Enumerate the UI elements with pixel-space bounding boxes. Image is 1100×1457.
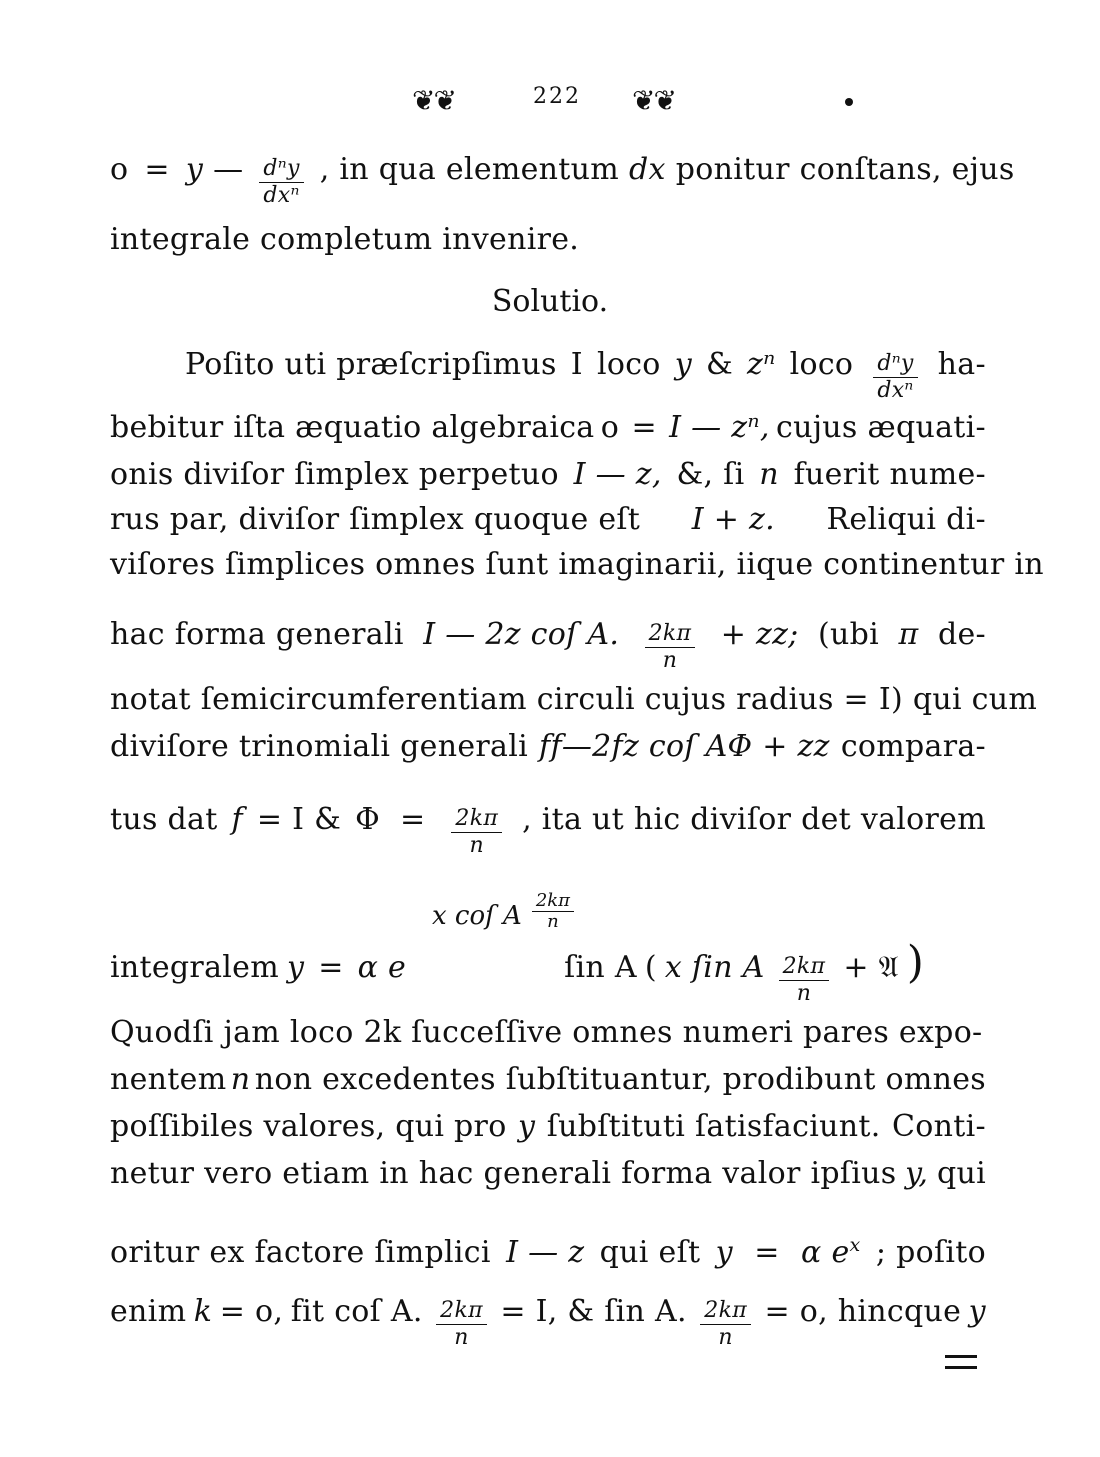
- line-text: integrale completum invenire.: [110, 222, 580, 257]
- fraction-numerator: 2kπ: [700, 1298, 751, 1325]
- variable-dx: dx: [629, 152, 666, 187]
- text-line: [110, 937, 986, 1011]
- line-text: viſores ſimplices omnes ſunt imaginarii, iique continentur in: [110, 547, 1044, 582]
- line-text: non excedentes ſubſtituantur, prodibunt omnes: [254, 1062, 986, 1097]
- text-line: [110, 1225, 986, 1273]
- line-text: ponitur conſtans, ejus: [675, 152, 1015, 187]
- fraction-numerator: 2kπ: [779, 954, 830, 981]
- numeral-one: I: [570, 347, 583, 382]
- phi-symbol: Φ: [355, 802, 381, 837]
- line-text: oritur ex factore ſimplici: [110, 1235, 491, 1270]
- text-line: [110, 680, 1038, 720]
- math-expression: ff—2fz coſ AΦ + zz: [539, 729, 830, 764]
- fraction-numerator: 2kπ: [532, 891, 574, 912]
- text-line: [110, 1154, 986, 1194]
- text-line: [110, 455, 986, 495]
- line-text: loco: [789, 347, 854, 382]
- math-expression: I — 2z coſ A.: [423, 617, 620, 652]
- line-text: , in qua elementum: [319, 152, 620, 187]
- line-text: enim: [110, 1294, 187, 1329]
- ink-dot: [845, 98, 853, 106]
- exponent-text: x coſ A: [432, 900, 522, 931]
- ampersand: &: [705, 347, 733, 382]
- line-text: fit coſ A.: [290, 1294, 423, 1329]
- variable-y: y: [518, 1109, 536, 1144]
- catchword-equals-sign: [945, 1355, 977, 1377]
- fraction-denominator: dxⁿ: [263, 183, 300, 208]
- line-text: (ubi: [818, 617, 880, 652]
- fraction-numerator: dⁿy: [873, 351, 917, 378]
- text-line: [110, 1013, 986, 1053]
- text-line: [110, 615, 986, 678]
- fraction-numerator: 2kπ: [645, 621, 696, 648]
- variable-y: y,: [905, 1156, 929, 1191]
- line-text: fuerit nume-: [793, 457, 986, 492]
- line-text: qui eſt: [599, 1235, 701, 1270]
- line-text: ; poſito: [875, 1235, 986, 1270]
- paren-open: (: [644, 950, 657, 985]
- angle-fraction: [451, 806, 502, 859]
- line-text: Poſito uti præſcripſimus: [185, 347, 557, 382]
- fraction-denominator: n: [718, 1325, 733, 1350]
- variable-f: f: [231, 802, 243, 837]
- math-expression: = I, & ſin A.: [500, 1294, 687, 1329]
- line-text: poſſibiles valores, qui pro: [110, 1109, 507, 1144]
- fraction-denominator: n: [662, 648, 678, 673]
- line-text: Quodſi jam loco 2k ſucceſſive omnes numeri pares expo-: [110, 1015, 983, 1050]
- section-heading: Solutio.: [491, 284, 609, 319]
- math-expression: I — z: [506, 1235, 585, 1270]
- variable-n: n: [759, 457, 779, 492]
- fraction-denominator: n: [547, 911, 559, 932]
- text-line: [110, 1292, 986, 1355]
- alpha-e-term: α e: [357, 950, 407, 985]
- equals-sign: =: [400, 802, 426, 837]
- line-text: qui: [936, 1156, 986, 1191]
- text-line: [110, 408, 986, 448]
- angle-fraction: [436, 1298, 487, 1351]
- line-text: Reliqui di-: [826, 502, 986, 537]
- variable-y: y: [674, 347, 692, 382]
- running-header: [0, 78, 1100, 118]
- text-line: [110, 1107, 986, 1147]
- fraction-numerator: dⁿy: [259, 156, 303, 183]
- text-line: [110, 500, 986, 540]
- alpha-e-text: α e: [801, 1235, 850, 1270]
- equals-sign: =: [754, 1235, 780, 1270]
- angle-fraction: [700, 1298, 751, 1351]
- angle-fraction: [645, 621, 696, 674]
- math-expression: = I &: [256, 802, 342, 837]
- variable-y: y: [286, 950, 305, 985]
- line-text: , ita ut hic diviſor det valorem: [522, 802, 986, 837]
- line-text: compara-: [840, 729, 986, 764]
- math-expression: I — zⁿ,: [669, 410, 770, 445]
- line-text: de-: [937, 617, 986, 652]
- text-line: [110, 727, 986, 767]
- variable-y: y: [968, 1294, 986, 1329]
- line-text: ha-: [937, 347, 986, 382]
- fraction-denominator: n: [469, 833, 484, 858]
- line-text: ſubſtituti ſatisfaciunt.: [546, 1109, 881, 1144]
- line-text: &, ſi: [676, 457, 745, 492]
- fraction-denominator: n: [454, 1325, 469, 1350]
- math-expression: = o, hincque: [764, 1294, 962, 1329]
- text-line: [185, 345, 986, 408]
- fleuron-ornament-icon: ❦❦: [632, 84, 675, 117]
- math-expression: I + z.: [691, 502, 775, 537]
- line-text: notat ſemicircumferentiam circuli cujus radius = I) qui cum: [110, 682, 1038, 717]
- exponent-expression: [432, 890, 580, 936]
- math-expression: x ſin A: [664, 950, 765, 985]
- text-line: [110, 545, 1044, 585]
- math-expression: I — z,: [573, 457, 662, 492]
- line-text: Conti-: [892, 1109, 986, 1144]
- text-line: [110, 150, 1015, 213]
- fraction-numerator: 2kπ: [451, 806, 502, 833]
- exponent-x: x: [849, 1234, 861, 1256]
- line-text: rus par, diviſor ſimplex quoque eſt: [110, 502, 641, 537]
- alpha-e-term: [801, 1225, 860, 1273]
- equals-sign: =: [631, 410, 657, 445]
- angle-fraction: [779, 954, 830, 1007]
- variable-y: y: [185, 152, 204, 187]
- line-text: loco: [596, 347, 661, 382]
- line-text: netur vero etiam in hac generali forma valor ipſius: [110, 1156, 897, 1191]
- equals-bar: [945, 1366, 977, 1369]
- variable-n: n: [230, 1062, 251, 1097]
- page-number: 222: [533, 84, 581, 109]
- equals-sign: =: [144, 152, 170, 187]
- equals-sign: =: [318, 950, 344, 985]
- variable-y: y: [715, 1235, 733, 1270]
- line-text: bebitur iſta æquatio algebraica: [110, 410, 595, 445]
- minus-sign: —: [213, 152, 244, 187]
- derivative-fraction: [873, 351, 917, 404]
- text-line: [110, 220, 986, 260]
- variable-k: k: [193, 1294, 213, 1329]
- zero-symbol: o: [600, 410, 620, 445]
- line-text: integralem: [110, 950, 279, 985]
- math-expression: + 𝔄: [843, 950, 899, 985]
- fleuron-ornament-icon: ❦❦: [412, 84, 455, 117]
- fraction-denominator: n: [796, 981, 812, 1006]
- fraction-denominator: dxⁿ: [877, 378, 914, 403]
- math-expression: = o,: [219, 1294, 284, 1329]
- paren-close: ): [906, 937, 925, 988]
- math-expression: ſin A: [564, 950, 637, 985]
- math-expression: + zz;: [720, 617, 799, 652]
- pi-symbol: π: [898, 617, 919, 652]
- fraction-numerator: 2kπ: [436, 1298, 487, 1325]
- line-text: tus dat: [110, 802, 218, 837]
- line-text: cujus æquati-: [775, 410, 986, 445]
- text-line: [110, 800, 986, 863]
- line-text: onis diviſor ſimplex perpetuo: [110, 457, 559, 492]
- variable-z-power-n: zⁿ: [746, 347, 776, 382]
- equals-bar: [945, 1355, 977, 1358]
- zero-symbol: o: [110, 152, 129, 187]
- line-text: nentem: [110, 1062, 227, 1097]
- line-text: diviſore trinomiali generali: [110, 729, 529, 764]
- text-line: [110, 1060, 986, 1100]
- exponent-fraction: [532, 891, 574, 932]
- derivative-fraction: [259, 156, 303, 209]
- line-text: hac forma generali: [110, 617, 404, 652]
